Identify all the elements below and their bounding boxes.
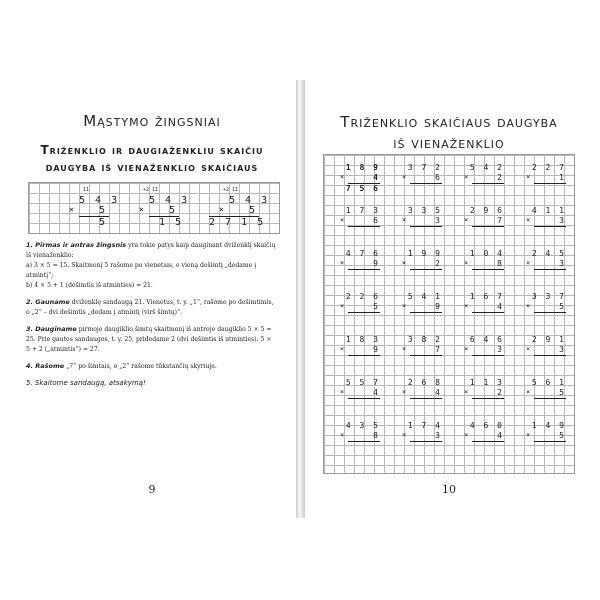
- multiplicand: 2 4 5: [531, 249, 566, 258]
- multiplicand: 2 6 8: [407, 378, 442, 387]
- times-sign: ×: [464, 173, 469, 181]
- times-sign: ×: [402, 173, 407, 181]
- multiplicand: 1 8 3: [345, 335, 380, 344]
- multiplier: 9: [435, 302, 442, 311]
- multiplier: 5: [373, 302, 380, 311]
- multiplicand: 1 0 4: [469, 249, 504, 258]
- multiplier: 3: [559, 345, 566, 354]
- step-5: 5. Skaitome sandaugą, atsakymą!: [26, 379, 146, 387]
- example-grid: [28, 182, 280, 234]
- exercise-8: [526, 206, 566, 238]
- step-1a: a) 3 × 5 = 15. Skaitmenį 5 rašome po vienetais, o vieną dešimtį „dedame į atmintį“;: [26, 262, 257, 279]
- multiplicand: 5 5 7: [345, 378, 380, 387]
- exercise-11: [464, 249, 504, 281]
- underline: [410, 398, 442, 399]
- multiplicand: 1 7 3: [345, 206, 380, 215]
- multiplier: 8: [497, 259, 504, 268]
- answer[interactable]: 7 5 6: [345, 184, 380, 193]
- demo-bottom: 5: [169, 205, 178, 216]
- multiplicand: 4 7 6: [345, 249, 380, 258]
- underline: [472, 398, 504, 399]
- book-spine: [296, 80, 304, 518]
- multiplicand: 1 8 9: [345, 163, 380, 172]
- times-sign: ×: [526, 431, 531, 439]
- multiplier: 4: [497, 431, 504, 440]
- times-sign: ×: [402, 388, 407, 396]
- multiplier: 3: [435, 431, 442, 440]
- exercise-22: [402, 378, 442, 410]
- title-line: iš vienaženklio: [393, 134, 505, 152]
- exercise-28: [526, 421, 566, 453]
- underline: [410, 355, 442, 356]
- times-sign: ×: [464, 431, 469, 439]
- exercise-20: [526, 335, 566, 367]
- times-sign: ×: [340, 302, 345, 310]
- times-sign: ×: [402, 431, 407, 439]
- times-sign: ×: [526, 173, 531, 181]
- times-sign: ×: [464, 216, 469, 224]
- demo-carry: +2 11: [223, 187, 239, 193]
- step-4: [26, 361, 276, 372]
- multiplier: 2: [497, 388, 504, 397]
- exercise-19: [464, 335, 504, 367]
- page-title: Mąstymo žingsniai: [83, 112, 221, 130]
- times-sign: ×: [340, 173, 345, 181]
- underline: [348, 355, 380, 356]
- underline: [534, 226, 566, 227]
- exercise-3: [464, 163, 504, 195]
- demo-top: 5 4 3: [149, 195, 190, 206]
- underline: [348, 312, 380, 313]
- underline: [472, 355, 504, 356]
- multiplicand: 5 4 1: [407, 292, 442, 301]
- step-lead: 2. Gauname: [26, 298, 70, 306]
- multiplicand: 2 2 6: [345, 292, 380, 301]
- times-sign: ×: [340, 388, 345, 396]
- step-text: pirmojo daugiklio šimtų skaitmenį iš antrojo daugiklio 5 × 5 = 25. Prie gautos sandaugos, t. y. 25, pridedame 2 (dvi dešimtis iš atminties). 5 × 5 + 2 („atmintis“) = 27.: [26, 326, 272, 353]
- step-3: [26, 324, 276, 355]
- exercise-18: [402, 335, 442, 367]
- multiplier: 2: [435, 259, 442, 268]
- multiplier: 4: [373, 173, 380, 182]
- multiplicand: 4 1 1: [531, 206, 566, 215]
- step-text: dviženklę sandaugą 21. Vienetus, t. y. „1“, rašome po dešimtimis, o „2“ – dvi dešimtis „dedam į atmintį (virš šimtų)“.: [26, 299, 274, 316]
- page-subtitle: [8, 142, 296, 176]
- multiplier: 3: [435, 216, 442, 225]
- demo-bottom: 5: [249, 205, 258, 216]
- times-sign: ×: [464, 259, 469, 267]
- multiplier: 2: [497, 173, 504, 182]
- times-sign: ×: [340, 259, 345, 267]
- multiplier: 3: [497, 345, 504, 354]
- underline: [472, 269, 504, 270]
- exercise-5: [340, 206, 380, 238]
- underline: [472, 226, 504, 227]
- times-sign: ×: [139, 205, 146, 214]
- step-lead: 3. Dauginame: [26, 325, 77, 333]
- page-number: 9: [148, 483, 156, 496]
- exercise-7: [464, 206, 504, 238]
- exercise-16: [526, 292, 566, 324]
- multiplier: 9: [373, 345, 380, 354]
- step-text: „7“ po šimtais, o „2“ rašome tūkstančių skyriuje.: [66, 363, 217, 370]
- times-sign: ×: [464, 345, 469, 353]
- times-sign: ×: [464, 302, 469, 310]
- explanation-text: [26, 240, 276, 388]
- demo-result: 5: [99, 217, 108, 228]
- underline: [348, 441, 380, 442]
- underline: [472, 312, 504, 313]
- exercise-14: [402, 292, 442, 324]
- step-text: yra tokie patys kaip dauginant dviženklį skaičių iš vienaženklio:: [26, 242, 276, 259]
- multiplicand: 3 3 5: [407, 206, 442, 215]
- exercise-12: [526, 249, 566, 281]
- page-title: [305, 112, 593, 154]
- demo-carry: 11: [83, 187, 90, 193]
- subtitle-line: Triženklio ir daugiaženkliu skaičiu: [40, 143, 264, 157]
- multiplier: 6: [373, 216, 380, 225]
- demo-top: 5 4 3: [79, 195, 120, 206]
- underline: [348, 398, 380, 399]
- exercise-15: [464, 292, 504, 324]
- multiplicand: 1 4 9: [531, 421, 566, 430]
- exercise-17: [340, 335, 380, 367]
- times-sign: ×: [526, 388, 531, 396]
- multiplicand: 1 6 7: [469, 292, 504, 301]
- underline: [534, 398, 566, 399]
- multiplicand: 5 6 1: [531, 378, 566, 387]
- times-sign: ×: [526, 259, 531, 267]
- exercise-13: [340, 292, 380, 324]
- step-lead: 4. Rašome: [26, 362, 65, 370]
- underline: [410, 441, 442, 442]
- times-sign: ×: [402, 216, 407, 224]
- demo-bottom: 5: [99, 205, 108, 216]
- underline: [534, 269, 566, 270]
- multiplier: 5: [559, 302, 566, 311]
- multiplicand: 2 9 1: [531, 335, 566, 344]
- exercise-9: [340, 249, 380, 281]
- multiplier: 7: [435, 345, 442, 354]
- times-sign: ×: [402, 259, 407, 267]
- times-sign: ×: [526, 216, 531, 224]
- times-sign: ×: [340, 431, 345, 439]
- step-2: [26, 297, 276, 318]
- step-lead: 1. Pirmas ir antras žingsnis: [26, 241, 127, 249]
- underline: [410, 226, 442, 227]
- times-sign: ×: [219, 205, 226, 214]
- demo-carry: +2 11: [143, 187, 159, 193]
- subtitle-line: daugyba iš vienaženklio skaičiaus: [45, 160, 259, 174]
- times-sign: ×: [340, 345, 345, 353]
- step-1: [26, 240, 276, 261]
- underline: [410, 312, 442, 313]
- exercise-21: [340, 378, 380, 410]
- underline: [410, 183, 442, 184]
- underline: [534, 183, 566, 184]
- underline: [348, 269, 380, 270]
- multiplier: 3: [559, 216, 566, 225]
- multiplicand: 3 3 7: [531, 292, 566, 301]
- underline: [472, 183, 504, 184]
- multiplier: 9: [373, 259, 380, 268]
- multiplicand: 3 7 2: [407, 163, 442, 172]
- exercise-2: [402, 163, 442, 195]
- times-sign: ×: [464, 388, 469, 396]
- title-line: Triženklio skaičiaus daugyba: [340, 113, 558, 131]
- underline: [472, 441, 504, 442]
- multiplier: 4: [373, 388, 380, 397]
- exercise-6: [402, 206, 442, 238]
- demo-result: 1 5: [159, 217, 184, 228]
- underline: [534, 312, 566, 313]
- times-sign: ×: [526, 345, 531, 353]
- multiplicand: 5 4 2: [469, 163, 504, 172]
- exercise-27: [464, 421, 504, 453]
- exercise-10: [402, 249, 442, 281]
- exercise-grid: [323, 154, 575, 474]
- multiplicand: 4 6 0: [469, 421, 504, 430]
- left-page: [8, 80, 297, 518]
- times-sign: ×: [402, 302, 407, 310]
- underline: [348, 226, 380, 227]
- exercise-4: [526, 163, 566, 195]
- exercise-25: [340, 421, 380, 453]
- multiplier: 4: [497, 302, 504, 311]
- underline: [534, 355, 566, 356]
- right-page: [304, 80, 593, 518]
- page-number: 10: [442, 483, 456, 496]
- exercise-24: [526, 378, 566, 410]
- multiplicand: 1 9 9: [407, 249, 442, 258]
- multiplicand: 1 7 4: [407, 421, 442, 430]
- multiplicand: 3 8 2: [407, 335, 442, 344]
- times-sign: ×: [340, 216, 345, 224]
- underline: [534, 441, 566, 442]
- multiplier: 7: [497, 216, 504, 225]
- demo-top: 5 4 3: [229, 195, 270, 206]
- multiplicand: 6 4 6: [469, 335, 504, 344]
- multiplicand: 1 1 3: [469, 378, 504, 387]
- times-sign: ×: [69, 205, 76, 214]
- multiplier: 8: [373, 431, 380, 440]
- multiplier: 1: [559, 173, 566, 182]
- multiplier: 3: [559, 259, 566, 268]
- times-sign: ×: [402, 345, 407, 353]
- multiplier: 5: [559, 388, 566, 397]
- multiplicand: 4 3 5: [345, 421, 380, 430]
- multiplier: 6: [435, 173, 442, 182]
- multiplicand: 2 9 6: [469, 206, 504, 215]
- exercise-26: [402, 421, 442, 453]
- step-1b: b) 4 × 5 + 1 (dešimtis iš atminties) = 21.: [26, 282, 153, 289]
- multiplier: 5: [559, 431, 566, 440]
- times-sign: ×: [526, 302, 531, 310]
- multiplier: 4: [435, 388, 442, 397]
- exercise-1: [340, 163, 380, 195]
- underline: [410, 269, 442, 270]
- multiplicand: 2 2 7: [531, 163, 566, 172]
- demo-result: 2 7 1 5: [209, 217, 266, 228]
- exercise-23: [464, 378, 504, 410]
